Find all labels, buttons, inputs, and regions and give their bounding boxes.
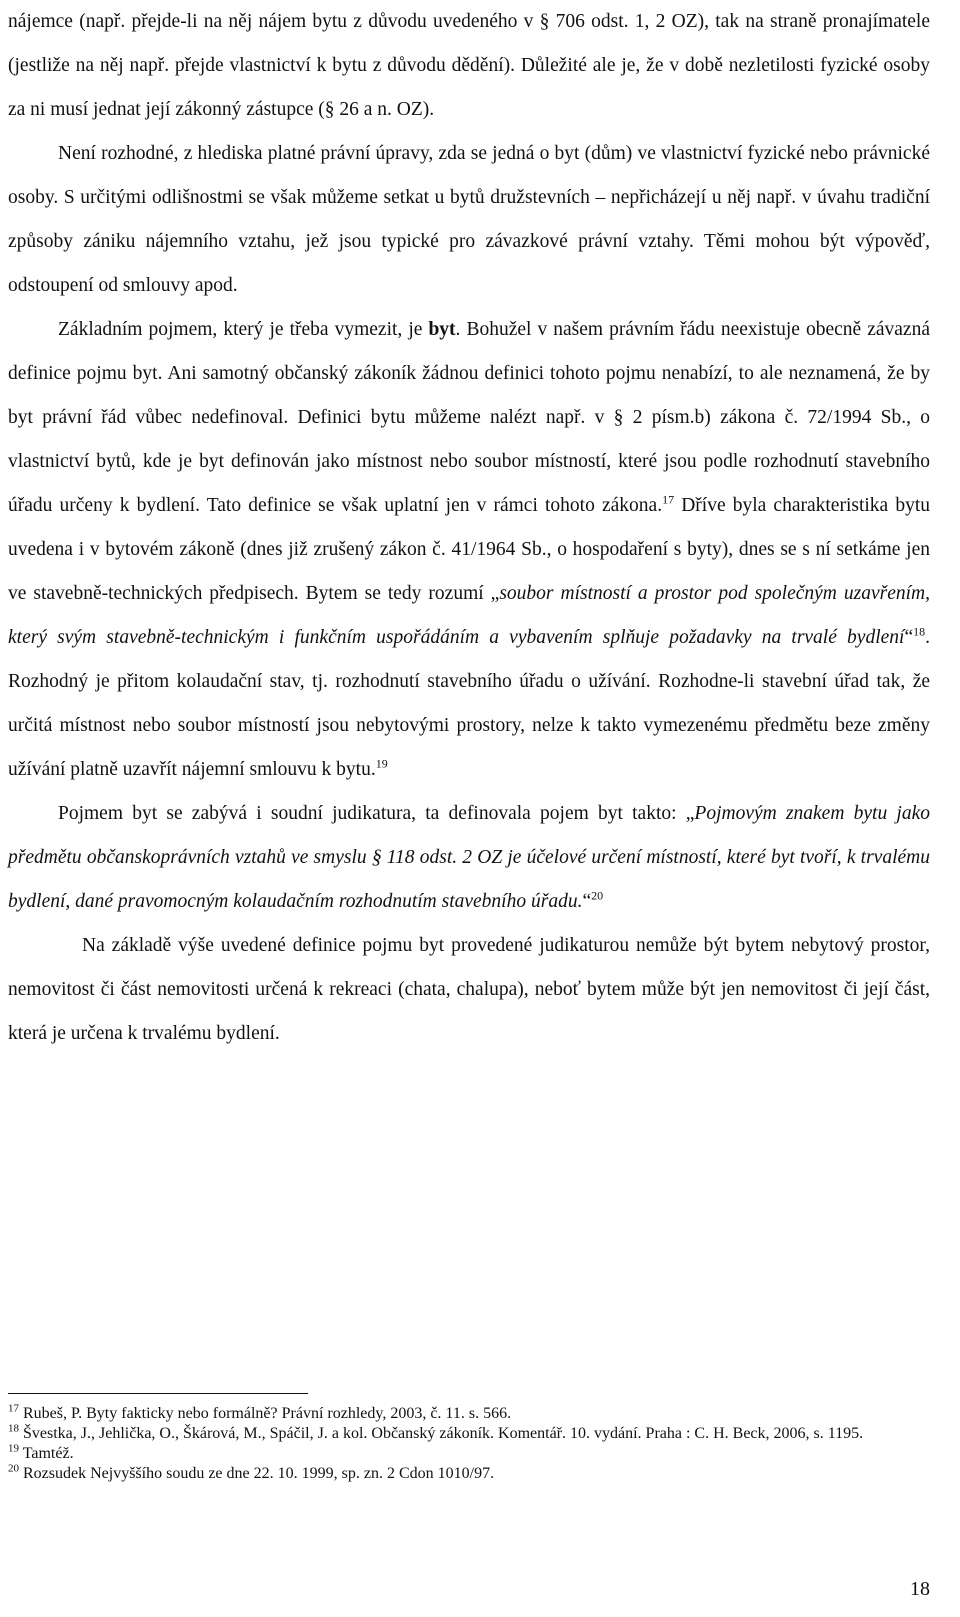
- paragraph-text: Základním pojmem, který je třeba vymezit, je: [58, 319, 429, 340]
- paragraph-text: nájemce (např. přejde-li na něj nájem bytu z důvodu uvedeného v § 706 odst. 1, 2 OZ), tak na straně pronajímatele (jestliže na něj např. přejde vlastnictví k bytu z důvodu dědění). Důležité ale je, že v době nezletilosti fyzické osoby za ni musí jednat její zákonný zástupce (§ 26 a n. OZ).: [8, 11, 930, 120]
- paragraph-5: [8, 924, 930, 1056]
- footnote-ref-18[interactable]: 18: [913, 624, 926, 639]
- italic-quote: Pojmovým znakem bytu jako předmětu občanskoprávních vztahů ve smyslu § 118 odst. 2 OZ je účelové určení místností, které byt tvoří, k trvalému bydlení, dané pravomocným kolaudačním rozhodnutím stavebního úřadu.: [8, 803, 930, 912]
- footnote-ref-17[interactable]: 17: [662, 492, 675, 507]
- footnote-number: 19: [8, 1442, 19, 1455]
- footnote-text: Rozsudek Nejvyššího soudu ze dne 22. 10. 1999, sp. zn. 2 Cdon 1010/97.: [19, 1465, 495, 1482]
- footnote-number: 17: [8, 1402, 19, 1415]
- footnote-19: [8, 1444, 930, 1464]
- paragraph-text: Není rozhodné, z hlediska platné právní úpravy, zda se jedná o byt (dům) ve vlastnictví fyzické nebo právnické osoby. S určitými odlišnostmi se však můžeme setkat u bytů družstevních – nepřicházejí u něj např. v úvahu tradiční způsoby zániku nájemního vztahu, jež jsou typické pro závazkové právní vztahy. Těmi mohou být výpověď, odstoupení od smlouvy apod.: [8, 143, 930, 296]
- footnotes: [8, 1404, 930, 1484]
- italic-quote: soubor místností a prostor pod společným uzavřením, který svým stavebně-technickým i funkčním uspořádáním a vybavením splňuje požadavky na trvalé bydlení: [8, 583, 930, 648]
- footnote-number: 20: [8, 1462, 19, 1475]
- footnote-ref-20[interactable]: 20: [591, 888, 604, 903]
- footnote-18: [8, 1424, 930, 1444]
- paragraph-text: . Bohužel v našem právním řádu neexistuje obecně závazná definice pojmu byt. Ani samotný občanský zákoník žádnou definici tohoto pojmu nenabízí, to ale neznamená, že by byt právní řád vůbec nedefinoval. Definici bytu můžeme nalézt např. v § 2 písm.b) zákona č. 72/1994 Sb., o vlastnictví bytů, kde je byt definován jako místnost nebo soubor místností, které jsou podle rozhodnutí stavebního úřadu určeny k bydlení. Tato definice se však uplatní jen v rámci tohoto zákona.: [8, 319, 930, 516]
- footnote-17: [8, 1404, 930, 1424]
- footnote-ref-19[interactable]: 19: [375, 756, 388, 771]
- paragraph-text: . Rozhodný je přitom kolaudační stav, tj. rozhodnutí stavebního úřadu o užívání. Rozhodne-li stavební úřad tak, že určitá místnost nebo soubor místností jsou nebytovými prostory, nelze k takto vymezenému předmětu beze změny užívání platně uzavřít nájemní smlouvu k bytu.: [8, 627, 930, 780]
- footnote-text: Tamtéž.: [19, 1445, 74, 1462]
- footnote-text: Švestka, J., Jehlička, O., Škárová, M., Spáčil, J. a kol. Občanský zákoník. Komentář. 10. vydání. Praha : C. H. Beck, 2006, s. 1195.: [19, 1425, 864, 1442]
- footnote-divider: [8, 1393, 308, 1394]
- closing-quote: “: [582, 891, 592, 912]
- paragraph-text: Dříve byla charakteristika bytu uvedena i v bytovém zákoně (dnes již zrušený zákon č. 41/1964 Sb., o hospodaření s byty), dnes se s ní setkáme jen ve stavebně-technických předpisech. Bytem se tedy rozumí „: [8, 495, 930, 604]
- bold-term-byt: byt: [428, 319, 456, 340]
- body-text: [8, 0, 930, 1056]
- paragraph-3: [8, 308, 930, 792]
- paragraph-text: Na základě výše uvedené definice pojmu byt provedené judikaturou nemůže být bytem nebytový prostor, nemovitost či část nemovitosti určená k rekreaci (chata, chalupa), neboť bytem může být jen nemovitost či její část, která je určena k trvalému bydlení.: [8, 935, 930, 1044]
- footnote-text: Rubeš, P. Byty fakticky nebo formálně? Právní rozhledy, 2003, č. 11. s. 566.: [19, 1405, 512, 1422]
- paragraph-1: [8, 0, 930, 132]
- paragraph-4: [8, 792, 930, 924]
- closing-quote: “: [904, 627, 914, 648]
- footnote-number: 18: [8, 1422, 19, 1435]
- paragraph-text: Pojmem byt se zabývá i soudní judikatura, ta definovala pojem byt takto: „: [58, 803, 695, 824]
- paragraph-2: [8, 132, 930, 308]
- page-number: 18: [910, 1578, 930, 1600]
- footnote-20: [8, 1464, 930, 1484]
